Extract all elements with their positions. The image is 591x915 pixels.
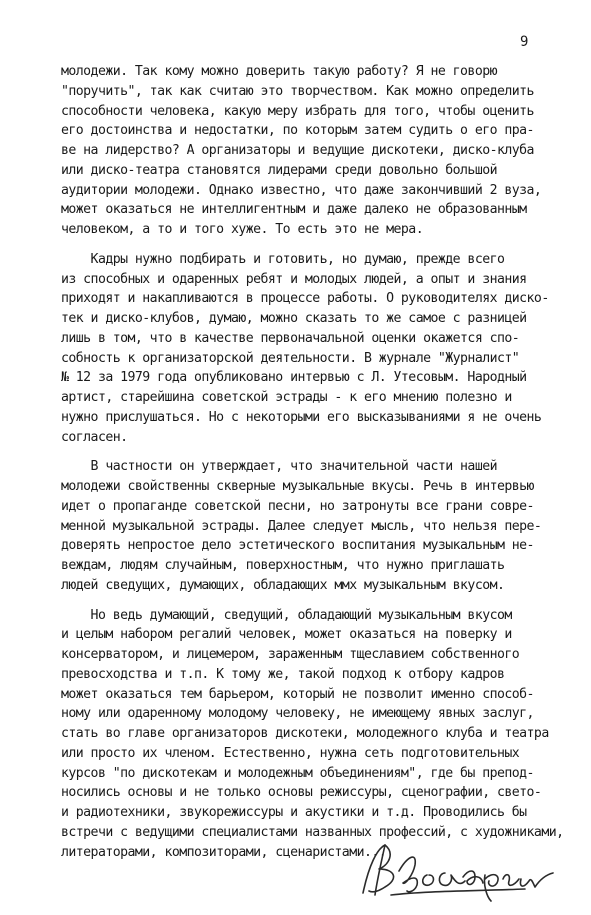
paragraph: [61, 62, 586, 240]
text-line: может оказаться не интеллигентным и даже далеко не образованным: [61, 202, 527, 218]
text-line: способности человека, какую меру избрать для того, чтобы оценить: [61, 103, 534, 119]
text-line: людей сведущих, думающих, обладающих ммх музыкальным вкусом.: [61, 577, 505, 593]
text-line: и радиотехники, звукорежиссуры и акустики и т.д. Проводились бы: [61, 805, 527, 820]
text-line: ному или одаренному молодому человеку, не имеющему явных заслуг,: [61, 706, 534, 722]
text-line: стать во главе организаторов дискотеки, молодежного клуба и театра: [61, 726, 549, 741]
text-line: идет о пропаганде советской песни, но затронуты все грани совре-: [61, 498, 534, 514]
text-line: "поручить", так как считаю это творчеством. Как можно определить: [61, 83, 534, 99]
text-line: приходят и накапливаются в процессе работы. О руководителях диско-: [61, 291, 549, 307]
text-line: молодежи. Так кому можно доверить такую работу? Я не говорю: [61, 64, 497, 79]
text-line: тек и диско-клубов, думаю, можно сказать то же самое с разницей: [61, 311, 527, 326]
page-number: 9: [520, 34, 529, 50]
paragraph: [61, 250, 586, 448]
text-line: Но ведь думающий, сведущий, обладающий музыкальным вкусом: [61, 607, 512, 623]
text-line: лишь в том, что в качестве первоначальной оценки окажется спо-: [61, 330, 520, 346]
text-line: курсов "по дискотекам и молодежным объединениям", где бы препод-: [61, 765, 534, 781]
text-line: молодежи свойственны скверные музыкальные вкусы. Речь в интервью: [61, 479, 534, 494]
text-line: согласен.: [61, 429, 128, 445]
text-line: доверять непростое дело эстетического воспитания музыкальным не-: [61, 538, 534, 554]
text-line: аудитории молодежи. Однако известно, что даже закончивший 2 вуза,: [61, 182, 542, 198]
paragraph: [61, 606, 586, 863]
text-line: веждам, людям случайным, поверхностным, что нужно приглашать: [61, 558, 505, 573]
text-line: носились основы и не только основы режиссуры, сценографии, свето-: [61, 785, 542, 801]
paragraph-gap: [61, 447, 586, 457]
text-line: Кадры нужно подбирать и готовить, но думаю, прежде всего: [61, 251, 505, 267]
text-line: человеком, а то и того хуже. То есть это не мера.: [61, 222, 424, 237]
text-line: нужно прислушаться. Но с некоторыми его высказываниями я не очень: [61, 409, 542, 425]
text-line: из способных и одаренных ребят и молодых людей, а опыт и знания: [61, 271, 527, 287]
body-text: [61, 62, 586, 862]
text-line: или просто их членом. Естественно, нужна сеть подготовительных: [61, 745, 520, 761]
text-line: его достоинства и недостатки, по которым затем судить о его пра-: [61, 123, 534, 139]
text-line: превосходства и т.п. К тому же, такой подход к отбору кадров: [61, 666, 505, 682]
text-line: ве на лидерство? А организаторы и ведущие дискотеки, диско-клуба: [61, 143, 534, 158]
text-line: артист, старейшина советской эстрады - к его мнению полезно и: [61, 390, 512, 405]
text-line: или диско-театра становятся лидерами среди довольно большой: [61, 162, 497, 178]
text-line: встречи с ведущими специалистами названных профессий, с художниками,: [61, 824, 564, 840]
text-line: литераторами, композиторами, сценаристами...: [61, 844, 387, 860]
text-line: может оказаться тем барьером, который не позволит именно способ-: [61, 686, 534, 702]
paragraph-gap: [61, 596, 586, 606]
text-line: консерватором, и лицемером, зараженным тщеславием собственного: [61, 647, 520, 662]
text-line: № 12 за 1979 года опубликовано интервью с Л. Утесовым. Народный: [61, 370, 527, 386]
text-line: менной музыкальной эстрады. Далее следует мысль, что нельзя пере-: [61, 518, 542, 534]
text-line: и целым набором регалий человек, может оказаться на поверку и: [61, 627, 512, 643]
paragraph-gap: [61, 240, 586, 250]
text-line: собность к организаторской деятельности. В журнале "Журналист": [61, 350, 520, 366]
handwritten-signature: [355, 835, 570, 905]
text-line: В частности он утверждает, что значительной части нашей: [61, 459, 497, 475]
paragraph: [61, 457, 586, 595]
